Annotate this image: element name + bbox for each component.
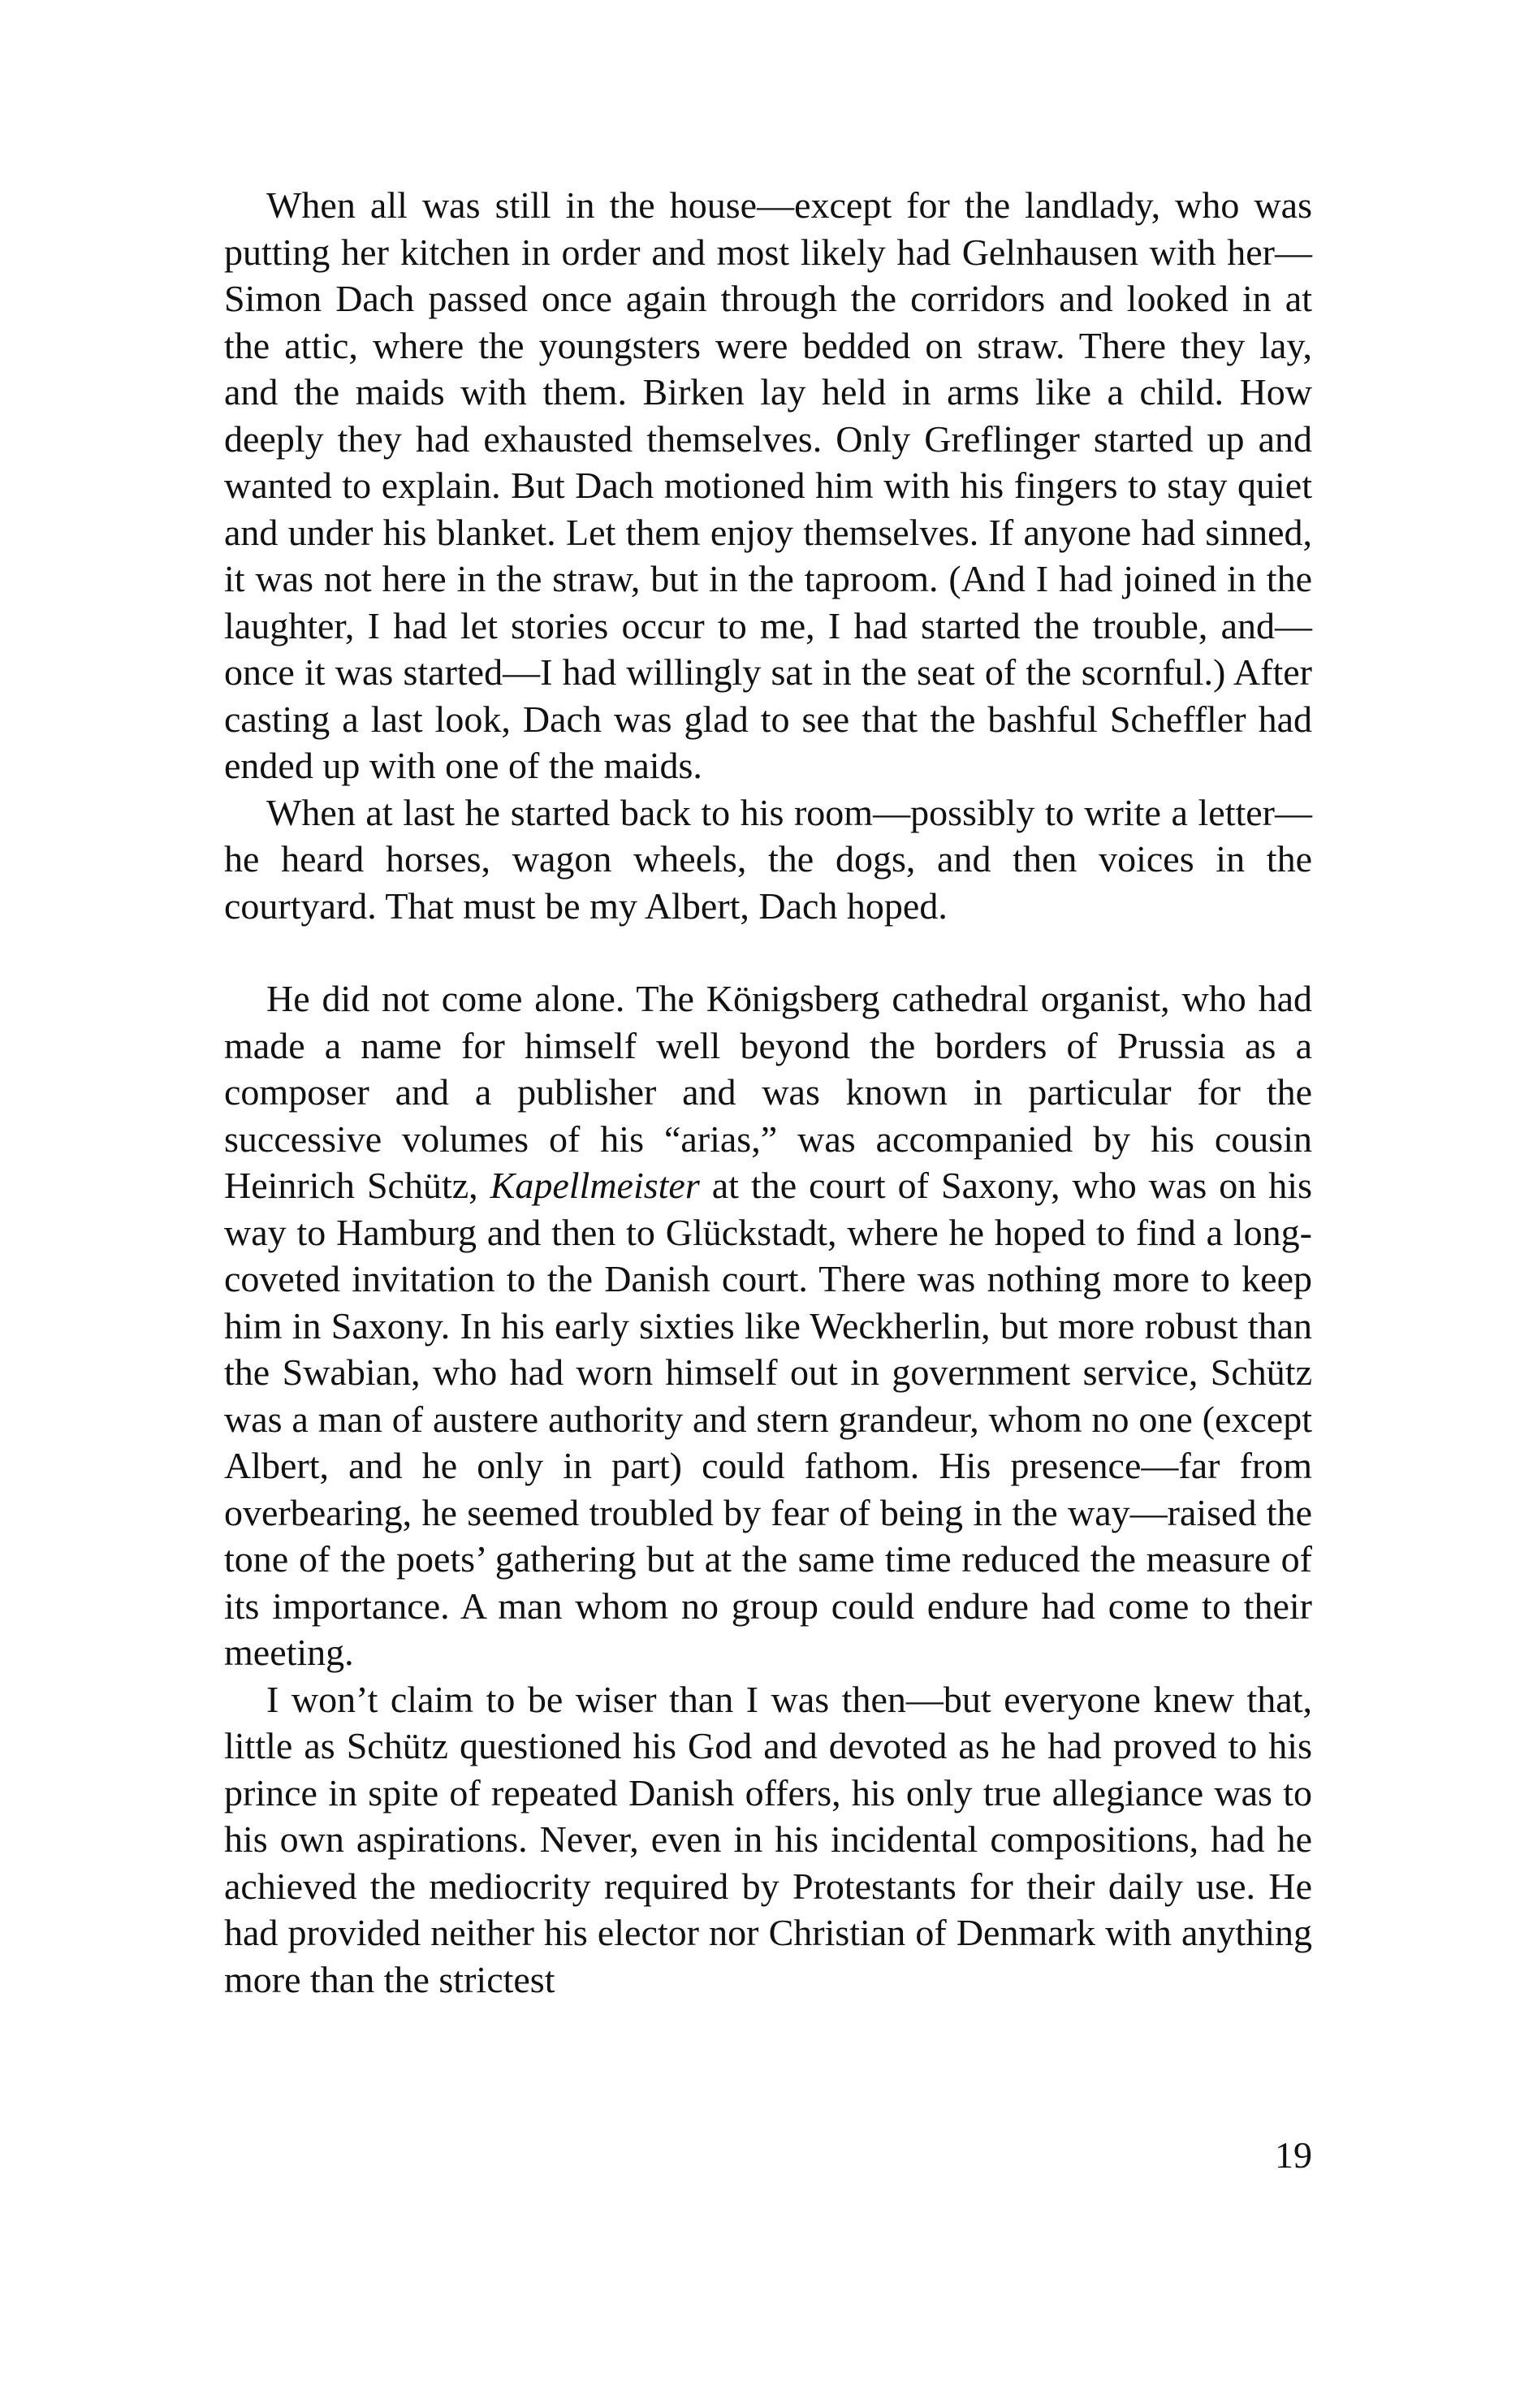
text-section-2 — [224, 975, 1312, 2003]
paragraph-schutz-part-2: at the court of Saxony, who was on his way to Hamburg and then to Glückstadt, where he hoped to find a long-coveted invitation to the Danish court. There was nothing more to keep him in Saxony. In his early sixties like Weckherlin, but more robust than the Swabian, who had worn himself out in government service, Schütz was a man of austere authority and stern grandeur, whom no one (except Albert, and he only in part) could fathom. His presence—far from overbearing, he seemed troubled by fear of being in the way—raised the tone of the poets’ gathering but at the same time reduced the measure of its importance. A man whom no group could endure had come to their meeting. — [224, 1165, 1312, 1673]
kapellmeister-italic: Kapellmeister — [490, 1165, 700, 1206]
paragraph-arrival: When at last he started back to his room—possibly to write a letter—he heard horses, wagon wheels, the dogs, and then voices in the courtyard. That must be my Albert, Dach hoped. — [224, 791, 1312, 927]
paragraph-schutz-part-1: He did not come alone. The Königsberg cathedral organist, who had made a name for himself well beyond the borders of Prussia as a composer and a publisher and was known in particular for the successive volumes of his “arias,” was accompanied by his cousin Heinrich Schütz, — [224, 978, 1312, 1206]
text-section-1 — [224, 182, 1312, 929]
paragraph-allegiance: I won’t claim to be wiser than I was then—but everyone knew that, little as Schütz questioned his God and devoted as he had proved to his prince in spite of repeated Danish offers, his only true allegiance was to his own aspirations. Never, even in his incidental compositions, had he achieved the mediocrity required by Protestants for their daily use. He had provided neither his elector nor Christian of Denmark with anything more than the strictest — [224, 1678, 1312, 2000]
paragraph-attic: When all was still in the house—except for the landlady, who was putting her kitchen in order and most likely had Gelnhausen with her—Simon Dach passed once again through the corridors and looked in at the attic, where the youngsters were bedded on straw. There they lay, and the maids with them. Birken lay held in arms like a child. How deeply they had exhausted themselves. Only Greflinger started up and wanted to explain. But Dach motioned him with his fingers to stay quiet and under his blanket. Let them enjoy themselves. If anyone had sinned, it was not here in the straw, but in the taproom. (And I had joined in the laughter, I had let stories occur to me, I had started the trouble, and—once it was started—I had willingly sat in the seat of the scornful.) After casting a last look, Dach was glad to see that the bashful Scheffler had ended up with one of the maids. — [224, 184, 1312, 786]
page-number: 19 — [1275, 2134, 1312, 2176]
paragraph-schutz — [224, 975, 1312, 1676]
